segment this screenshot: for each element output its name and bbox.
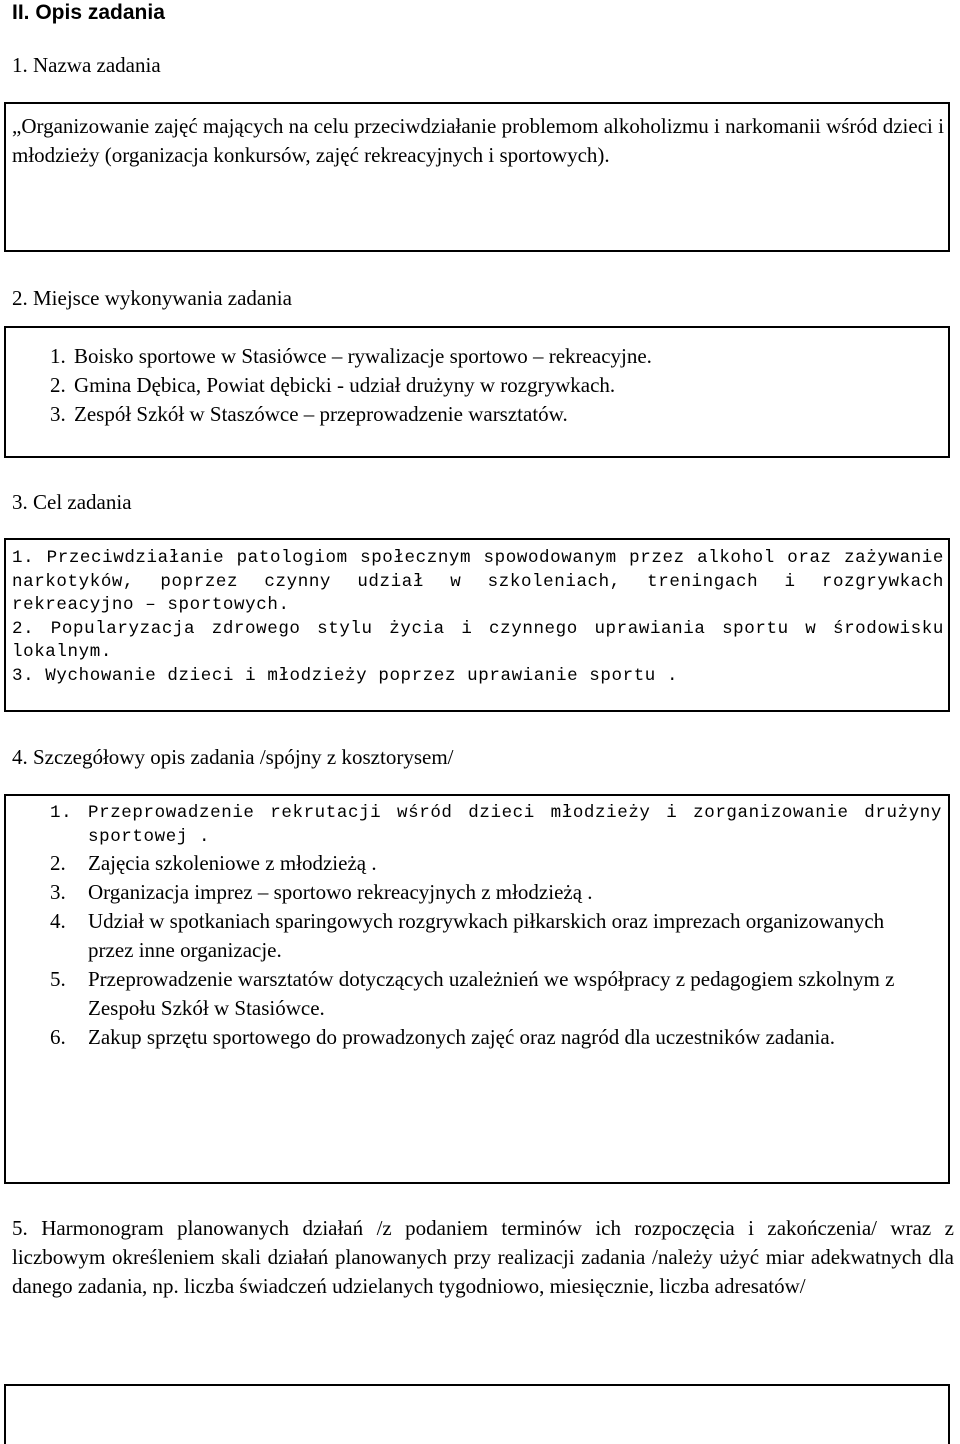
description-item bbox=[50, 965, 958, 1023]
description-item bbox=[50, 1023, 918, 1052]
heading-task-name: 1. Nazwa zadania bbox=[12, 53, 161, 77]
location-item bbox=[50, 342, 930, 371]
heading-detailed-description: 4. Szczegółowy opis zadania /spójny z kosztorysem/ bbox=[12, 745, 454, 769]
description-item-number: 1. bbox=[50, 803, 73, 823]
detailed-description-box bbox=[4, 794, 950, 1184]
description-item bbox=[50, 849, 942, 878]
goal-item: 1. Przeciwdziałanie patologiom społecznym spowodowanym przez alkohol oraz zażywanie narkotyków, poprzez czynny udział w szkoleniach, treningach i rozgrywkach rekreacyjno – sportowych. bbox=[12, 548, 944, 615]
task-name-box bbox=[4, 102, 950, 252]
location-item-text: Zespół Szkół w Staszówce – przeprowadzenie warsztatów. bbox=[74, 402, 568, 426]
description-item-number: 2. bbox=[50, 851, 66, 875]
description-item-text: Przeprowadzenie rekrutacji wśród dzieci młodzieży i zorganizowanie drużyny sportowej . bbox=[88, 803, 942, 847]
description-item-text: Przeprowadzenie warsztatów dotyczących uzależnień we współpracy z pedagogiem szkolnym z Zespołu Szkół w Stasiówce. bbox=[88, 967, 895, 1020]
heading-schedule: 5. Harmonogram planowanych działań /z podaniem terminów ich rozpoczęcia i zakończenia/ wraz z liczbowym określeniem skali działań planowanych przy realizacji zadania /należy użyć miar adekwatnych dla danego zadania, np. liczba świadczeń udzielanych tygodniowo, miesięcznie, liczba adresatów/ bbox=[12, 1216, 954, 1298]
description-item-number: 3. bbox=[50, 880, 66, 904]
section-title: II. Opis zadania bbox=[12, 1, 165, 24]
location-item bbox=[50, 400, 930, 429]
description-item bbox=[50, 802, 942, 849]
goal-item: 3. Wychowanie dzieci i młodzieży poprzez uprawianie sportu . bbox=[12, 665, 679, 686]
heading-location: 2. Miejsce wykonywania zadania bbox=[12, 286, 292, 310]
location-list bbox=[50, 342, 930, 429]
location-item-number: 2. bbox=[50, 373, 66, 397]
location-item-number: 1. bbox=[50, 344, 66, 368]
description-item-number: 6. bbox=[50, 1025, 66, 1049]
description-item-number: 5. bbox=[50, 967, 66, 991]
description-list bbox=[50, 802, 942, 1052]
schedule-box bbox=[4, 1384, 950, 1444]
goal-item: 2. Popularyzacja zdrowego stylu życia i czynnego uprawiania sportu w środowisku lokalnym. bbox=[12, 618, 944, 662]
description-item-text: Zakup sprzętu sportowego do prowadzonych zajęć oraz nagród dla uczestników zadania. bbox=[88, 1025, 835, 1049]
location-box bbox=[4, 326, 950, 458]
description-item bbox=[50, 878, 942, 907]
description-item-text: Organizacja imprez – sportowo rekreacyjnych z młodzieżą . bbox=[88, 880, 593, 904]
location-item-text: Boisko sportowe w Stasiówce – rywalizacje sportowo – rekreacyjne. bbox=[74, 344, 652, 368]
description-item bbox=[50, 907, 908, 965]
task-name-text: „Organizowanie zajęć mających na celu przeciwdziałanie problemom alkoholizmu i narkomanii wśród dzieci i młodzieży (organizacja konkursów, zajęć rekreacyjnych i sportowych). bbox=[12, 114, 944, 167]
location-item-number: 3. bbox=[50, 402, 66, 426]
description-item-text: Zajęcia szkoleniowe z młodzieżą . bbox=[88, 851, 377, 875]
description-item-text: Udział w spotkaniach sparingowych rozgrywkach piłkarskich oraz imprezach organizowanych przez inne organizacje. bbox=[88, 909, 885, 962]
goal-list bbox=[12, 547, 944, 688]
location-item-text: Gmina Dębica, Powiat dębicki - udział drużyny w rozgrywkach. bbox=[74, 373, 616, 397]
description-item-number: 4. bbox=[50, 909, 66, 933]
heading-goal: 3. Cel zadania bbox=[12, 490, 132, 514]
goal-box bbox=[4, 538, 950, 712]
location-item bbox=[50, 371, 930, 400]
